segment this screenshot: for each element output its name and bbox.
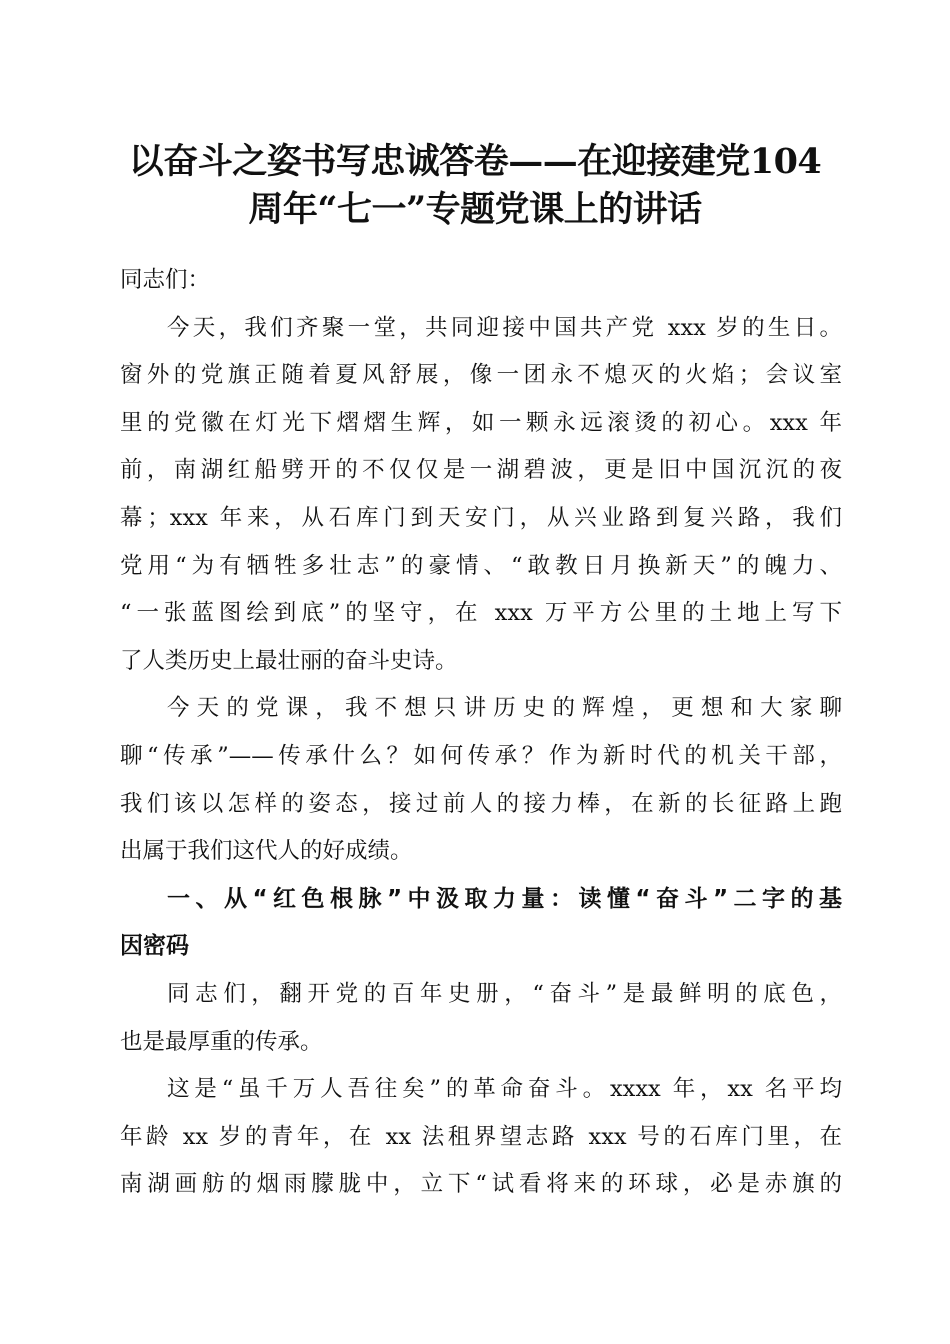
paragraph-line: 幕；xxx 年来，从石库门到天安门，从兴业路到复兴路，我们 [120,504,842,531]
paragraph-line: 聊“传承”——传承什么？如何传承？作为新时代的机关干部， [120,742,842,769]
title-line: 以奋斗之姿书写忠诚答卷——在迎接建党104 [128,141,822,182]
paragraph-line: 我们该以怎样的姿态，接过前人的接力棒，在新的长征路上跑 [120,790,842,817]
paragraph-line: 也是最厚重的传承。 [120,1028,323,1055]
paragraph-line: 党用“为有牺牲多壮志”的豪情、“敢教日月换新天”的魄力、 [120,552,842,579]
paragraph-line: “一张蓝图绘到底”的坚守，在 xxx 万平方公里的土地上写下 [120,600,842,627]
paragraph-line: 今天的党课，我不想只讲历史的辉煌，更想和大家聊 [167,695,842,722]
section-heading: 因密码 [120,933,189,960]
document-title [95,138,855,234]
paragraph-line: 南湖画舫的烟雨朦胧中，立下“试看将来的环球，必是赤旗的 [120,1171,842,1198]
paragraph-line: 里的党徽在灯光下熠熠生辉，如一颗永远滚烫的初心。xxx 年 [120,409,842,436]
paragraph-line: 同志们，翻开党的百年史册，“奋斗”是最鲜明的底色， [167,980,842,1007]
section-heading: 一、从“红色根脉”中汲取力量：读懂“奋斗”二字的基 [167,885,842,912]
title-line: 周年“七一”专题党课上的讲话 [248,189,702,230]
paragraph-line: 窗外的党旗正随着夏风舒展，像一团永不熄灭的火焰；会议室 [120,362,842,389]
paragraph-line: 了人类历史上最壮丽的奋斗史诗。 [120,647,458,674]
document-body [120,257,842,1209]
paragraph-line: 这是“虽千万人吾往矣”的革命奋斗。xxxx 年，xx 名平均 [167,1076,842,1103]
paragraph-line: 今天，我们齐聚一堂，共同迎接中国共产党 xxx 岁的生日。 [167,314,842,341]
paragraph-line: 年龄 xx 岁的青年，在 xx 法租界望志路 xxx 号的石库门里，在 [120,1123,842,1150]
salutation: 同志们： [120,267,211,293]
paragraph-line: 前，南湖红船劈开的不仅仅是一湖碧波，更是旧中国沉沉的夜 [120,457,842,484]
paragraph-line: 出属于我们这代人的好成绩。 [120,838,413,865]
